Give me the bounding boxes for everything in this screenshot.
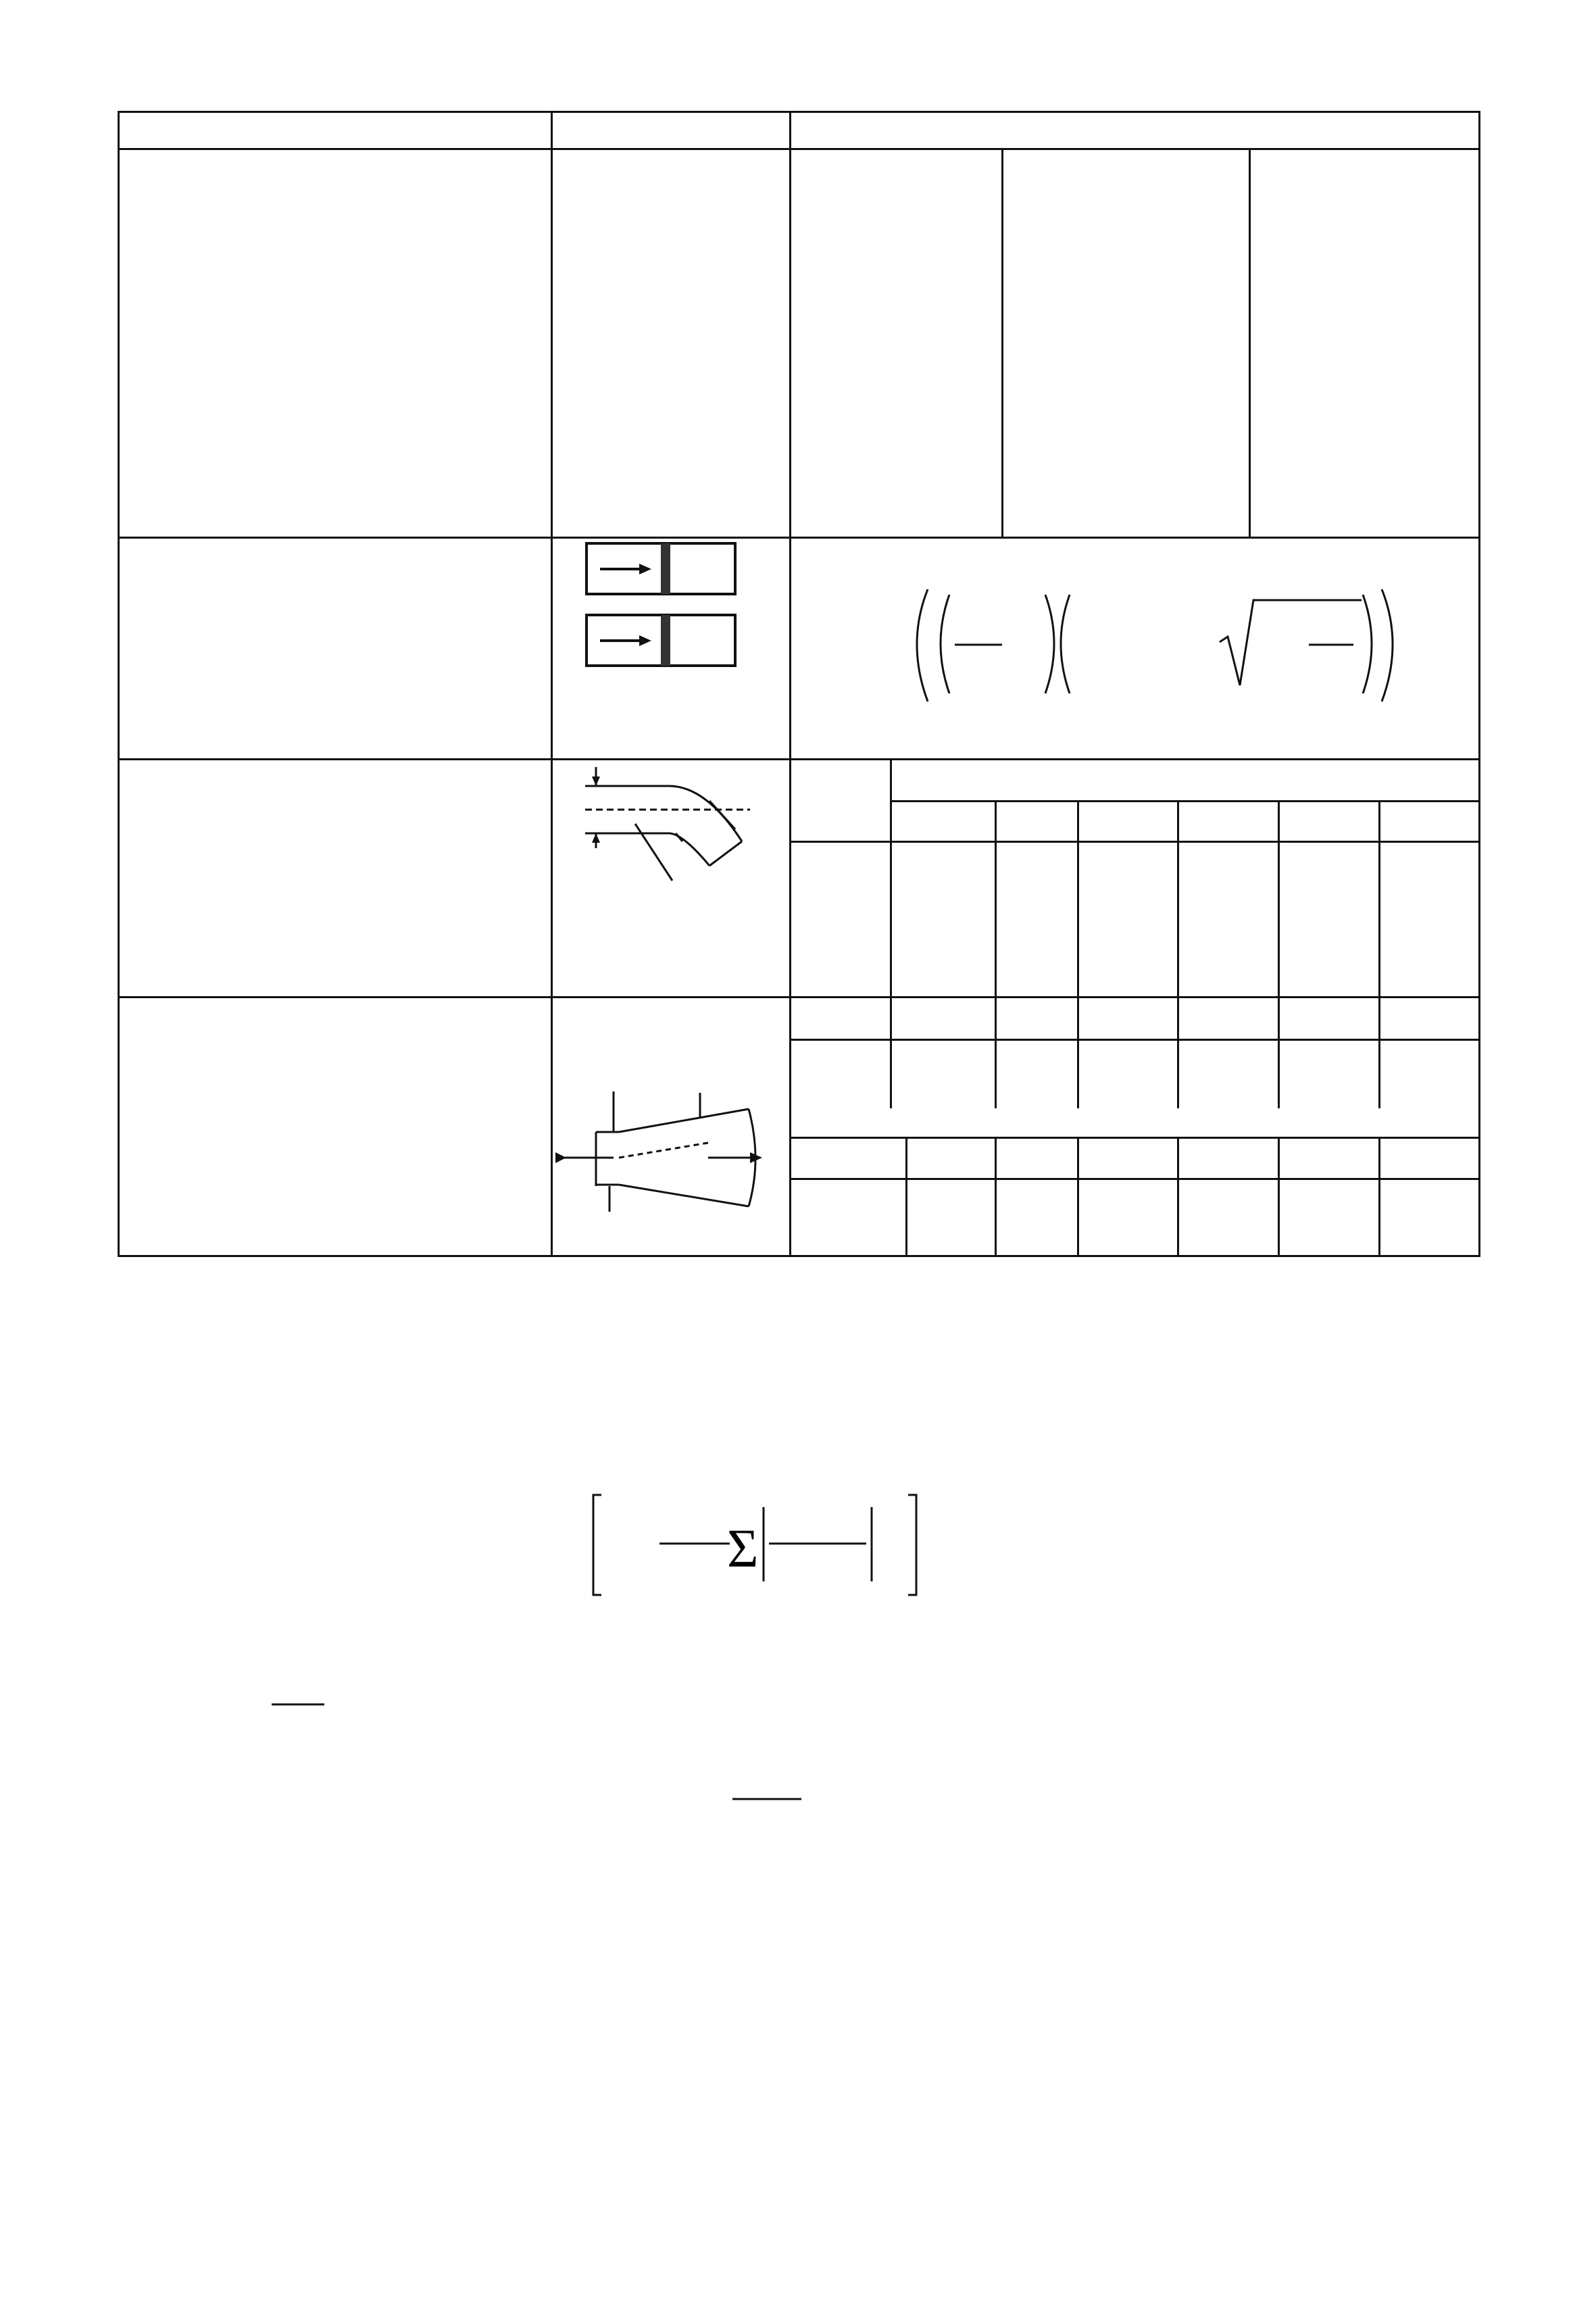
p1-line-3 (134, 1399, 1484, 1447)
phi-definition (196, 1656, 345, 1750)
turn-schema-drawing (581, 760, 757, 895)
paragraph-1 (134, 1303, 1484, 1495)
re-definition (662, 1750, 851, 1845)
grid-schema-drawing (581, 539, 743, 695)
svg-text:Σ: Σ (727, 1519, 759, 1579)
plast-line-1 (134, 1990, 1484, 2038)
p1-line-1 (134, 1303, 1484, 1351)
p1-line-2 (134, 1351, 1484, 1399)
formula-79 (807, 561, 1473, 730)
formula-80 (473, 1487, 1500, 1602)
plast-line-2 (134, 2038, 1484, 2086)
paragraph-last (134, 1990, 1484, 2086)
diffuser-schema-drawing (546, 1078, 789, 1213)
